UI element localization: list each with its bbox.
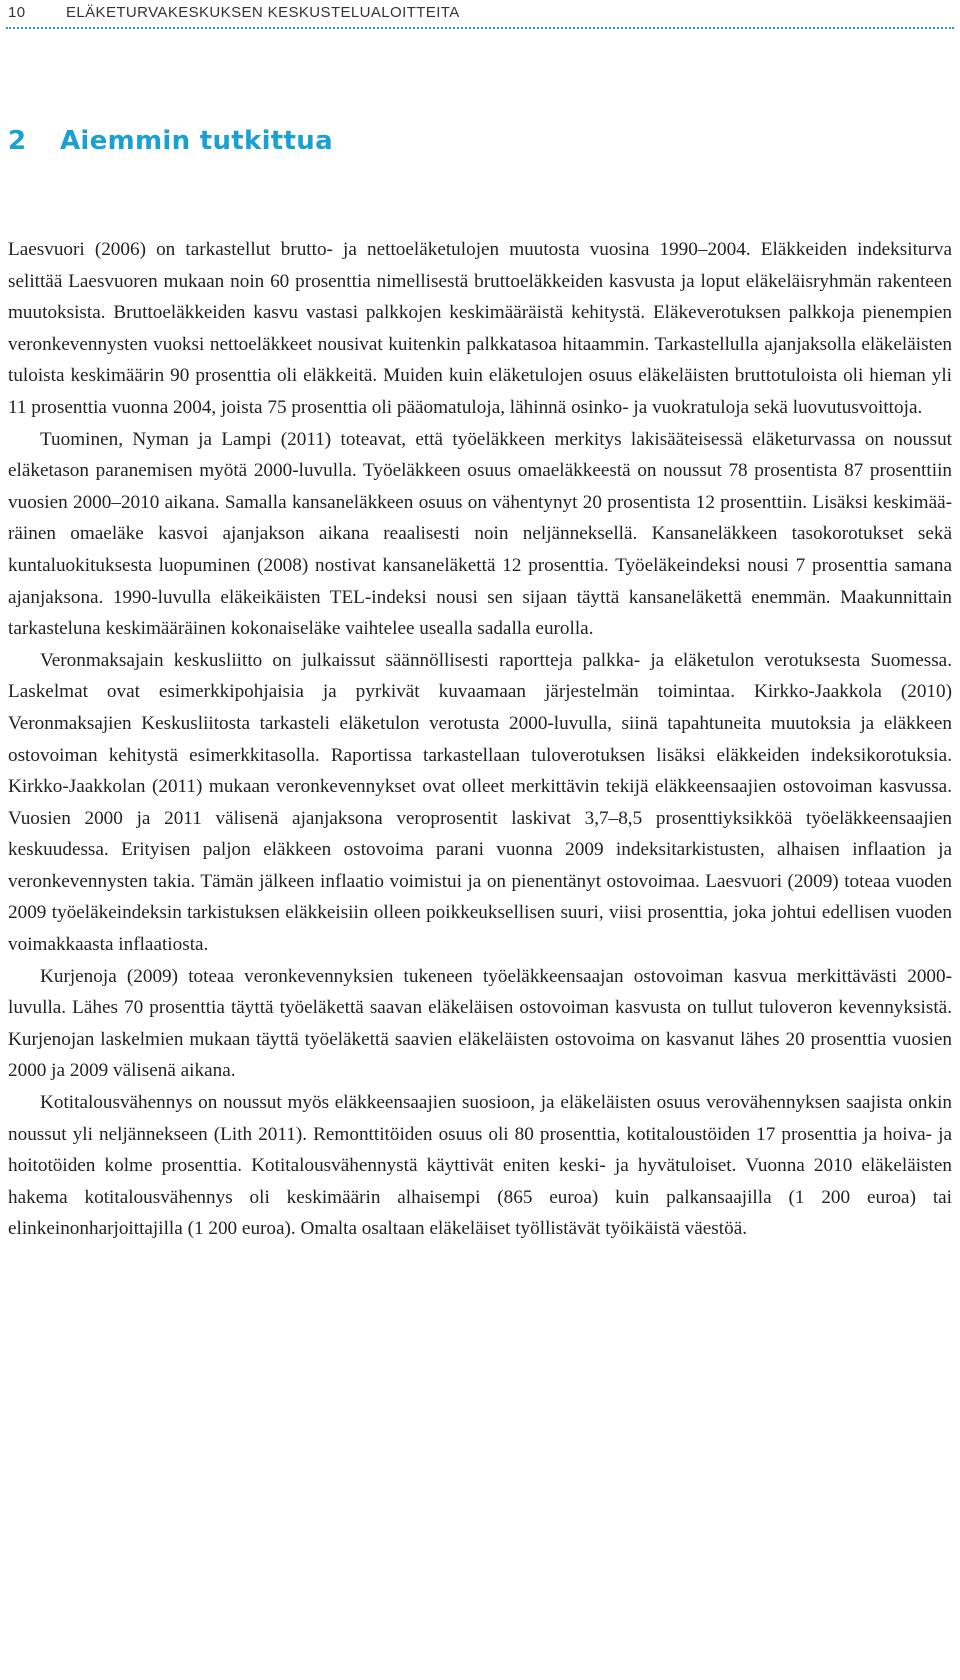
running-header (8, 0, 952, 24)
paragraph: Kurjenoja (2009) toteaa veronkevennyksien tukeneen työeläkkeensaajan ostovoiman kasvua merkittävästi 2000-luvulla. Lähes 70 prosenttia täyttä työeläkettä saavan eläkeläisen ostovoiman kasvusta on tullut tuloveron kevennyksistä. Kurjenojan laskelmien mukaan täyttä työeläkettä saavien eläkeläisten ostovoima on kasvanut lähes 20 prosenttia vuosien 2000 ja 2009 välisenä aikana. (8, 965, 952, 1082)
body-text (8, 234, 952, 1245)
header-dotted-divider (6, 27, 954, 29)
paragraph: Veronmaksajain keskusliitto on julkaissut säännöllisesti raportteja palkka- ja eläketulon verotuksesta Suomessa. Laskelmat ovat esimerkkipohjaisia ja pyrkivät kuvaamaan järjestelmän toimintaa. Kirkko-Jaakkola (2010) Veronmaksajien Keskusliitosta tarkasteli eläketulon verotusta 2000-luvulla, siinä tapahtuneita muutoksia ja eläkkeen ostovoiman kehitystä esimerkkitasolla. Raportissa tarkastellaan tuloverotuksen lisäksi eläkkeiden indeksikorotuksia. Kirkko-Jaakkolan (2011) mukaan veronkevennykset ovat olleet merkittävin tekijä eläkkeensaajien ostovoiman kasvussa. Vuosien 2000 ja 2011 välisenä ajanjaksona veroprosentit laskivat 3,7–8,5 prosenttiyksikköä työeläkkeensaajien keskuudessa. Erityisen paljon eläkkeen ostovoima parani vuonna 2009 indeksitarkistusten, alhaisen inflaation ja veronkevennysten takia. Tämän jälkeen inflaatio voimistui ja on pienentänyt ostovoimaa. Laesvuori (2009) toteaa vuoden 2009 työeläkeindeksin tarkistuksen eläkkeisiin olleen poikkeuksellisen suuri, viisi prosenttia, joka johtui edellisen vuoden voimakkaasta inflaatiosta. (8, 649, 952, 956)
paragraph: Tuominen, Nyman ja Lampi (2011) toteavat, että työeläkkeen merkitys lakisääteisessä eläketurvassa on noussut eläketason paranemisen myötä 2000-luvulla. Työeläkkeen osuus omaeläkkeestä on noussut 78 prosentista 87 prosenttiin vuosien 2000–2010 aikana. Samalla kansaneläkkeen osuus on vähentynyt 20 prosentista 12 prosenttiin. Lisäksi keskimääräinen omaeläke kasvoi ajanjakson aikana reaalisesti noin neljänneksellä. Kansaneläkkeen tasokorotukset sekä kuntaluokituksesta luopuminen (2008) nostivat kansaneläkettä 12 prosenttia. Työeläkeindeksi nousi 7 prosenttia samana ajanjaksona. 1990-luvulla eläkeikäisten TEL-indeksi nousi sen sijaan täyttä kansaneläkettä enemmän. Maakunnittain tarkasteluna keskimääräinen kokonaiseläke vaihtelee usealla sadalla eurolla. (8, 428, 952, 640)
series-title: ELÄKETURVAKESKUKSEN KESKUSTELUALOITTEITA (66, 3, 460, 21)
section-number: 2 (8, 126, 27, 156)
section-title: Aiemmin tutkittua (60, 126, 333, 156)
page-number: 10 (8, 3, 26, 21)
paragraph: Kotitalousvähennys on noussut myös eläkkeensaajien suosioon, ja eläkeläisten osuus verovähennyksen saajista onkin noussut yli neljännekseen (Lith 2011). Remonttitöiden osuus oli 80 prosenttia, kotitaloustöiden 17 prosenttia ja hoiva- ja hoitotöiden kolme prosenttia. Kotitalousvähennystä käyttivät eniten keski- ja hyvätuloiset. Vuonna 2010 eläkeläisten hakema kotitalousvähennys oli keskimäärin alhaisempi (865 euroa) kuin palkansaajilla (1 200 euroa) tai elinkeinonharjoittajilla (1 200 euroa). Omalta osaltaan eläkeläiset työllistävät työikäistä väestöä. (8, 1092, 952, 1240)
section-heading (8, 126, 333, 156)
paragraph: Laesvuori (2006) on tarkastellut brutto- ja nettoeläketulojen muutosta vuosina 1990–2004. Eläkkeiden indeksiturva selittää Laesvuoren mukaan noin 60 prosenttia nimellisestä bruttoeläkkeiden kasvusta ja loput eläkeläisryhmän rakenteen muutoksista. Bruttoeläkkeiden kasvu vastasi palkkojen keskimääräistä kehitystä. Eläkeverotuksen palkkoja pienempien veronkevennysten vuoksi nettoeläkkeet nousivat kuitenkin palkkatasoa hitaammin. Tarkastellulla ajanjaksolla eläkeläisten tuloista keskimäärin 90 prosenttia oli eläkkeitä. Muiden kuin eläketulojen osuus eläkeläisten bruttotuloista oli hieman yli 11 prosenttia vuonna 2004, joista 75 prosenttia oli pääomatuloja, lähinnä osinko- ja vuokratuloja sekä luovutusvoittoja. (8, 239, 952, 418)
